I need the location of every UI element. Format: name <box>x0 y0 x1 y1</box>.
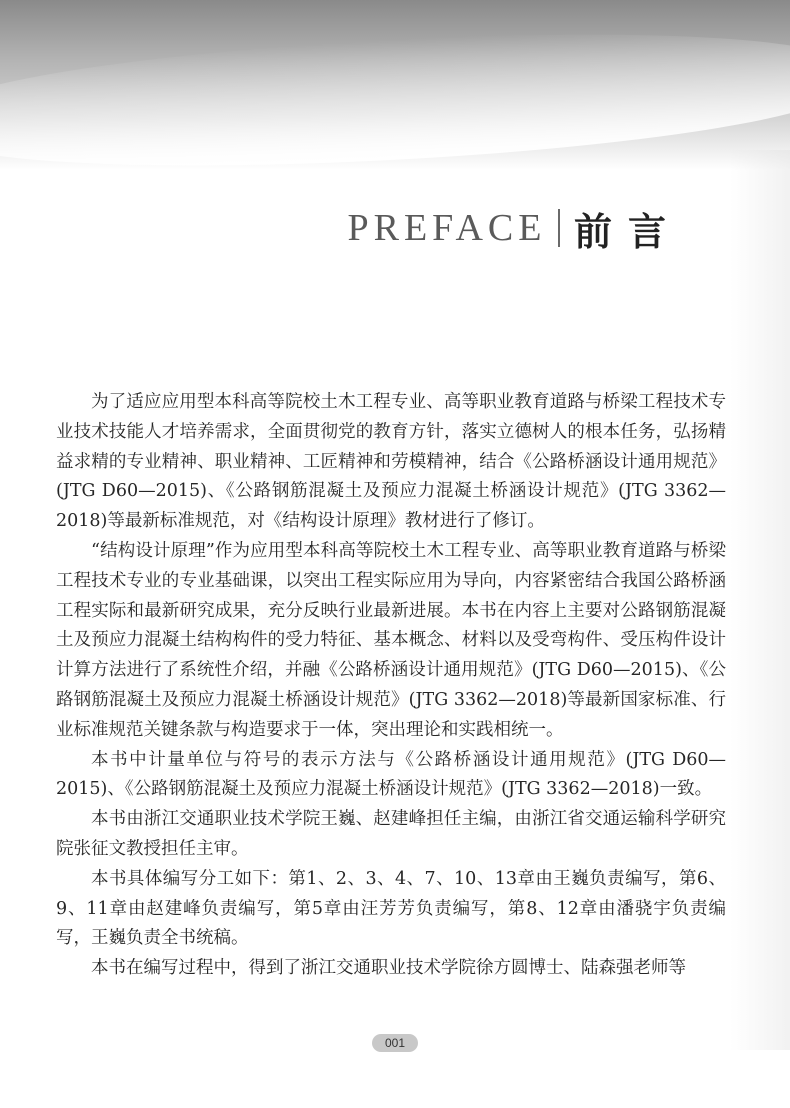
paragraph-6: 本书在编写过程中，得到了浙江交通职业技术学院徐方圆博士、陆森强老师等 <box>91 958 686 979</box>
paragraph-2: “结构设计原理”作为应用型本科高等院校土木工程专业、高等职业教育道路与桥梁工程技术专业的专业基础课，以突出工程实际应用为导向，内容紧密结合我国公路桥涵工程实际和最新研究成果，充分反映行业最新进展。本书在内容上主要对公路钢筋混凝土及预应力混凝土结构构件的受力特征、基本概念、材料以及受弯构件、受压构件设计计算方法进行了系统性介绍，并融《公路桥涵设计通用规范》(JTG D60—2015)、《公路钢筋混凝土及预应力混凝土桥涵设计规范》(JTG 3362—2018)等最新国家标准、行业标准规范关键条款与构造要求于一体，突出理论和实践相统一。 <box>56 540 726 740</box>
paragraph-1: 为了适应应用型本科高等院校土木工程专业、高等职业教育道路与桥梁工程技术专业技术技能人才培养需求，全面贯彻党的教育方针，落实立德树人的根本任务，弘扬精益求精的专业精神、职业精神、工匠精神和劳模精神，结合《公路桥涵设计通用规范》(JTG D60—2015)、《公路钢筋混凝土及预应力混凝土桥涵设计规范》(JTG 3362—2018)等最新标准规范，对《结构设计原理》教材进行了修订。 <box>56 392 726 532</box>
paragraph-4: 本书由浙江交通职业技术学院王巍、赵建峰担任主编，由浙江省交通运输科学研究院张征文教授担任主审。 <box>56 809 726 859</box>
right-edge-shading <box>730 150 790 1050</box>
paragraph-5: 本书具体编写分工如下：第1、2、3、4、7、10、13章由王巍负责编写，第6、9、11章由赵建峰负责编写，第5章由汪芳芳负责编写，第8、12章由潘骁宇负责编写，王巍负责全书统稿。 <box>56 868 726 949</box>
heading-divider <box>558 209 560 247</box>
heading-english: PREFACE <box>347 207 547 249</box>
heading-chinese: 前言 <box>573 209 682 254</box>
page-number: 001 <box>372 1034 418 1052</box>
paragraph-3: 本书中计量单位与符号的表示方法与《公路桥涵设计通用规范》(JTG D60—2015)、《公路钢筋混凝土及预应力混凝土桥涵设计规范》(JTG 3362—2018)一致。 <box>56 749 726 800</box>
preface-body <box>56 388 726 984</box>
preface-heading <box>347 200 682 256</box>
